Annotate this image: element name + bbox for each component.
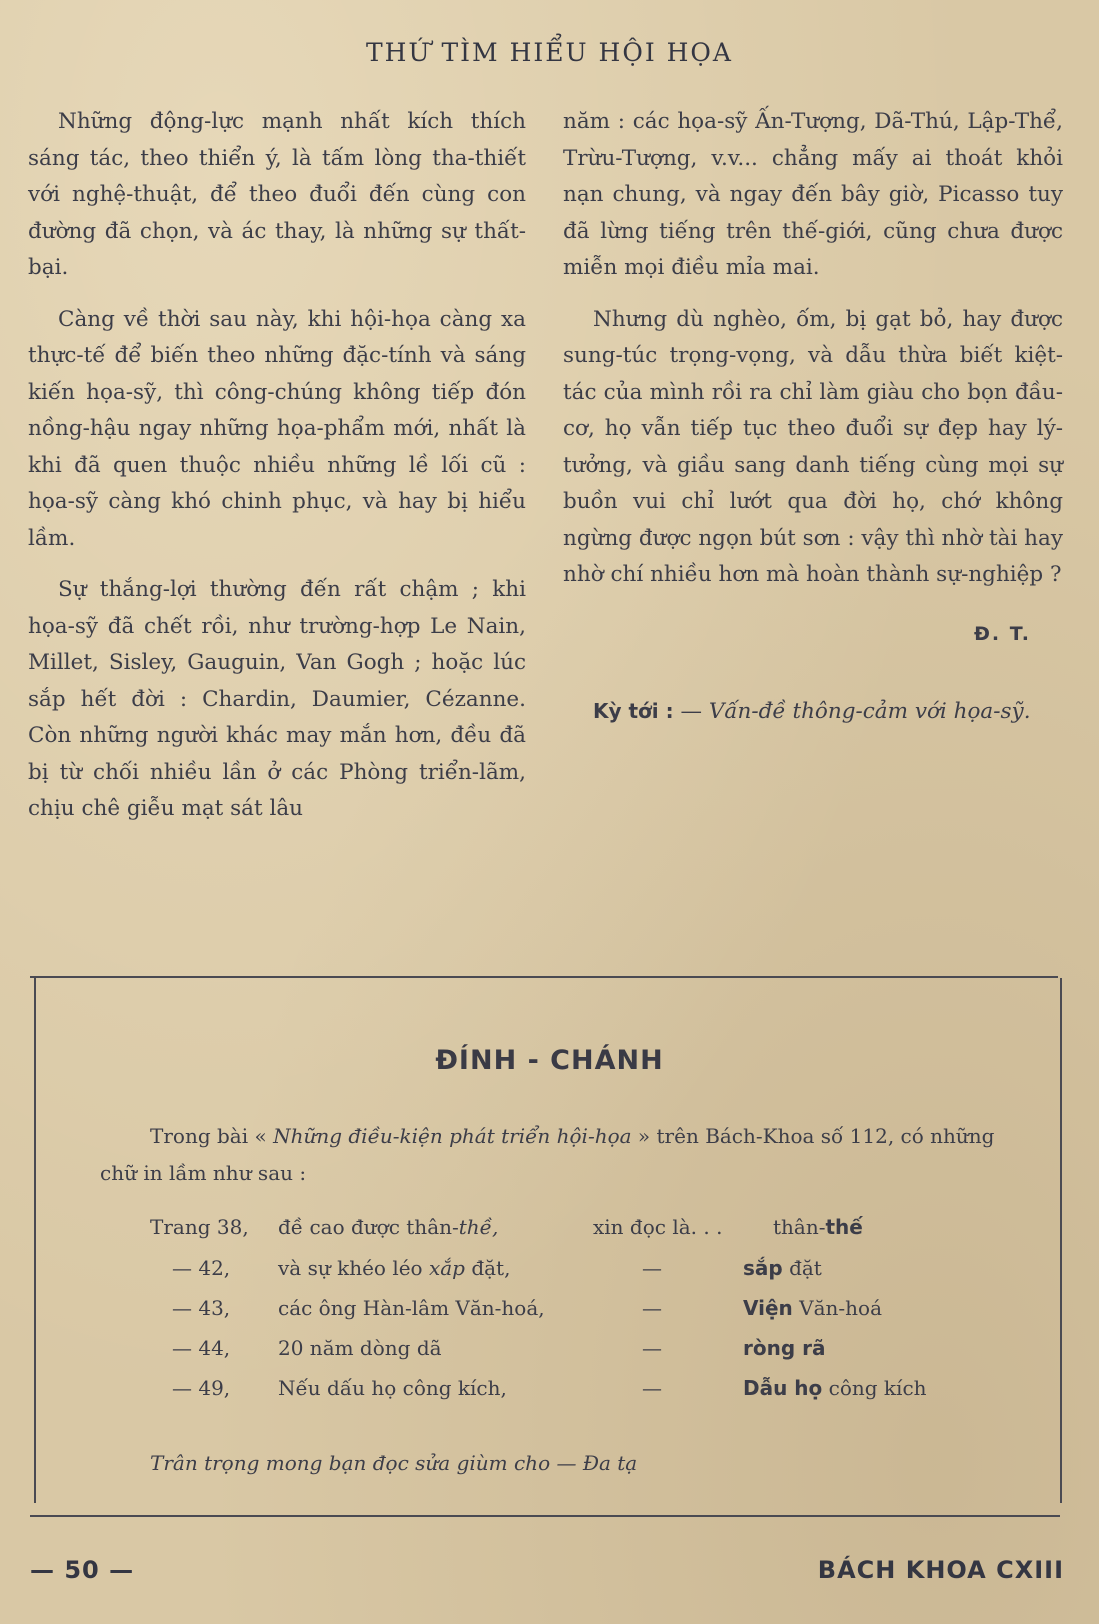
row-fix-prefix: thân- [773,1215,826,1239]
row-text-main: và sự khéo léo [278,1256,423,1280]
row-page: — 42, [172,1256,231,1280]
next-issue-title: Vấn-đề thông-cảm với họa-sỹ. [708,699,1031,724]
correction-row [0,1215,1099,1255]
box-bottom-rule [30,1515,1060,1517]
row-fix-suffix: công kích [828,1376,927,1400]
paragraph: Càng về thời sau này, khi hội-họa càng xa thực-tế để biến theo những đặc-tính và sáng kiến họa-sỹ, thì công-chúng không tiếp đón nồng-hậu ngay những họa-phẩm mới, nhất là khi đã quen thuộc nhiều những lề lối cũ : họa-sỹ càng khó chinh phục, và hay bị hiểu lầm. [28,306,526,551]
row-separator: — [642,1256,662,1280]
row-text [278,1215,498,1239]
row-fix-word: sắp [743,1256,783,1280]
row-text-tail: đặt, [471,1256,511,1280]
row-wrong-word: thề, [458,1215,499,1239]
row-separator: — [642,1376,662,1400]
row-fix-suffix: Văn-hoá [799,1296,883,1320]
row-fix-word: Viện [743,1296,793,1320]
row-separator: — [642,1336,662,1360]
author-signature: Đ. T. [973,622,1031,645]
next-issue-note [563,692,1063,731]
row-page: — 43, [172,1296,231,1320]
next-issue-dash: — [680,699,702,724]
right-column [563,104,1063,731]
article-title: Những điều-kiện phát triển hội-họa [273,1124,632,1148]
row-text: Nếu dấu họ công kích, [278,1376,507,1400]
row-correction [743,1336,825,1360]
row-text [278,1256,510,1280]
erratum-intro [100,1118,1000,1192]
paragraph: Những động-lực mạnh nhất kích thích sáng tác, theo thiển ý, là tấm lòng tha-thiết với nghệ-thuật, để theo đuổi đến cùng con đường đã chọn, và ác thay, là những sự thất-bại. [28,109,526,280]
correction-row [0,1376,1099,1416]
row-correction [743,1376,927,1400]
paragraph: năm : các họa-sỹ Ấn-Tượng, Dã-Thú, Lập-Thể, Trừu-Tượng, v.v... chẳng mấy ai thoát khỏi nạn chung, và ngay đến bây giờ, Picasso tuy đã lừng tiếng trên thế-giới, cũng chưa được miễn mọi điều mỉa mai. [563,109,1063,280]
row-fix-word: thế [825,1215,863,1239]
paragraph: Sự thắng-lợi thường đến rất chậm ; khi họa-sỹ đã chết rồi, như trường-hợp Le Nain, Millet, Sisley, Gauguin, Van Gogh ; hoặc lúc sắp hết đời : Chardin, Daumier, Cézanne. Còn những người khác may mắn hơn, đều đã bị từ chối nhiều lần ở các Phòng triển-lãm, chịu chê giễu mạt sát lâu [28,577,526,821]
correction-row [0,1256,1099,1296]
row-separator: — [642,1296,662,1320]
row-wrong-word: xắp [428,1256,465,1280]
left-column [28,104,526,843]
row-page: — 49, [172,1376,231,1400]
row-correction [743,1296,882,1320]
row-text: các ông Hàn-lâm Văn-hoá, [278,1296,545,1320]
row-fix-suffix: đặt [789,1256,822,1280]
erratum-title: ĐÍNH - CHÁNH [435,1045,664,1076]
running-head: THỨ TÌM HIỂU HỘI HỌA [365,38,733,67]
row-fix-word: Dẫu họ [743,1376,823,1400]
row-fix-word: ròng rã [743,1336,826,1360]
row-page: Trang 38, [150,1215,249,1239]
intro-prefix: Trong bài « [150,1124,267,1148]
row-text: 20 năm dòng dã [278,1336,442,1360]
paragraph: Nhưng dù nghèo, ốm, bị gạt bỏ, hay được sung-túc trọng-vọng, và dẫu thừa biết kiệt-tác của mình rồi ra chỉ làm giàu cho bọn đầu-cơ, họ vẫn tiếp tục theo đuổi sự đẹp hay lý-tưởng, và giầu sang danh tiếng cùng mọi sự buồn vui chỉ lướt qua đời họ, chớ không ngừng được ngọn bút sơn : vậy thì nhờ tài hay nhờ chí nhiều hơn mà hoàn thành sự-nghiệp ? [563,306,1063,587]
next-issue-label: Kỳ tới : [593,699,674,723]
correction-row [0,1336,1099,1376]
row-correction [773,1215,863,1239]
erratum-closing: Trân trọng mong bạn đọc sửa giùm cho — Đa tạ [150,1451,638,1475]
row-text-main: đề cao được thân- [278,1215,459,1239]
correction-row [0,1296,1099,1336]
intro-suffix: » trên Bách-Khoa số 112, có những chữ in lầm như sau : [100,1124,995,1185]
row-separator: xin đọc là. . . [593,1215,723,1239]
magazine-name: BÁCH KHOA CXIII [817,1556,1064,1584]
page-number: — 50 — [30,1556,135,1584]
row-correction [743,1256,822,1280]
row-page: — 44, [172,1336,231,1360]
